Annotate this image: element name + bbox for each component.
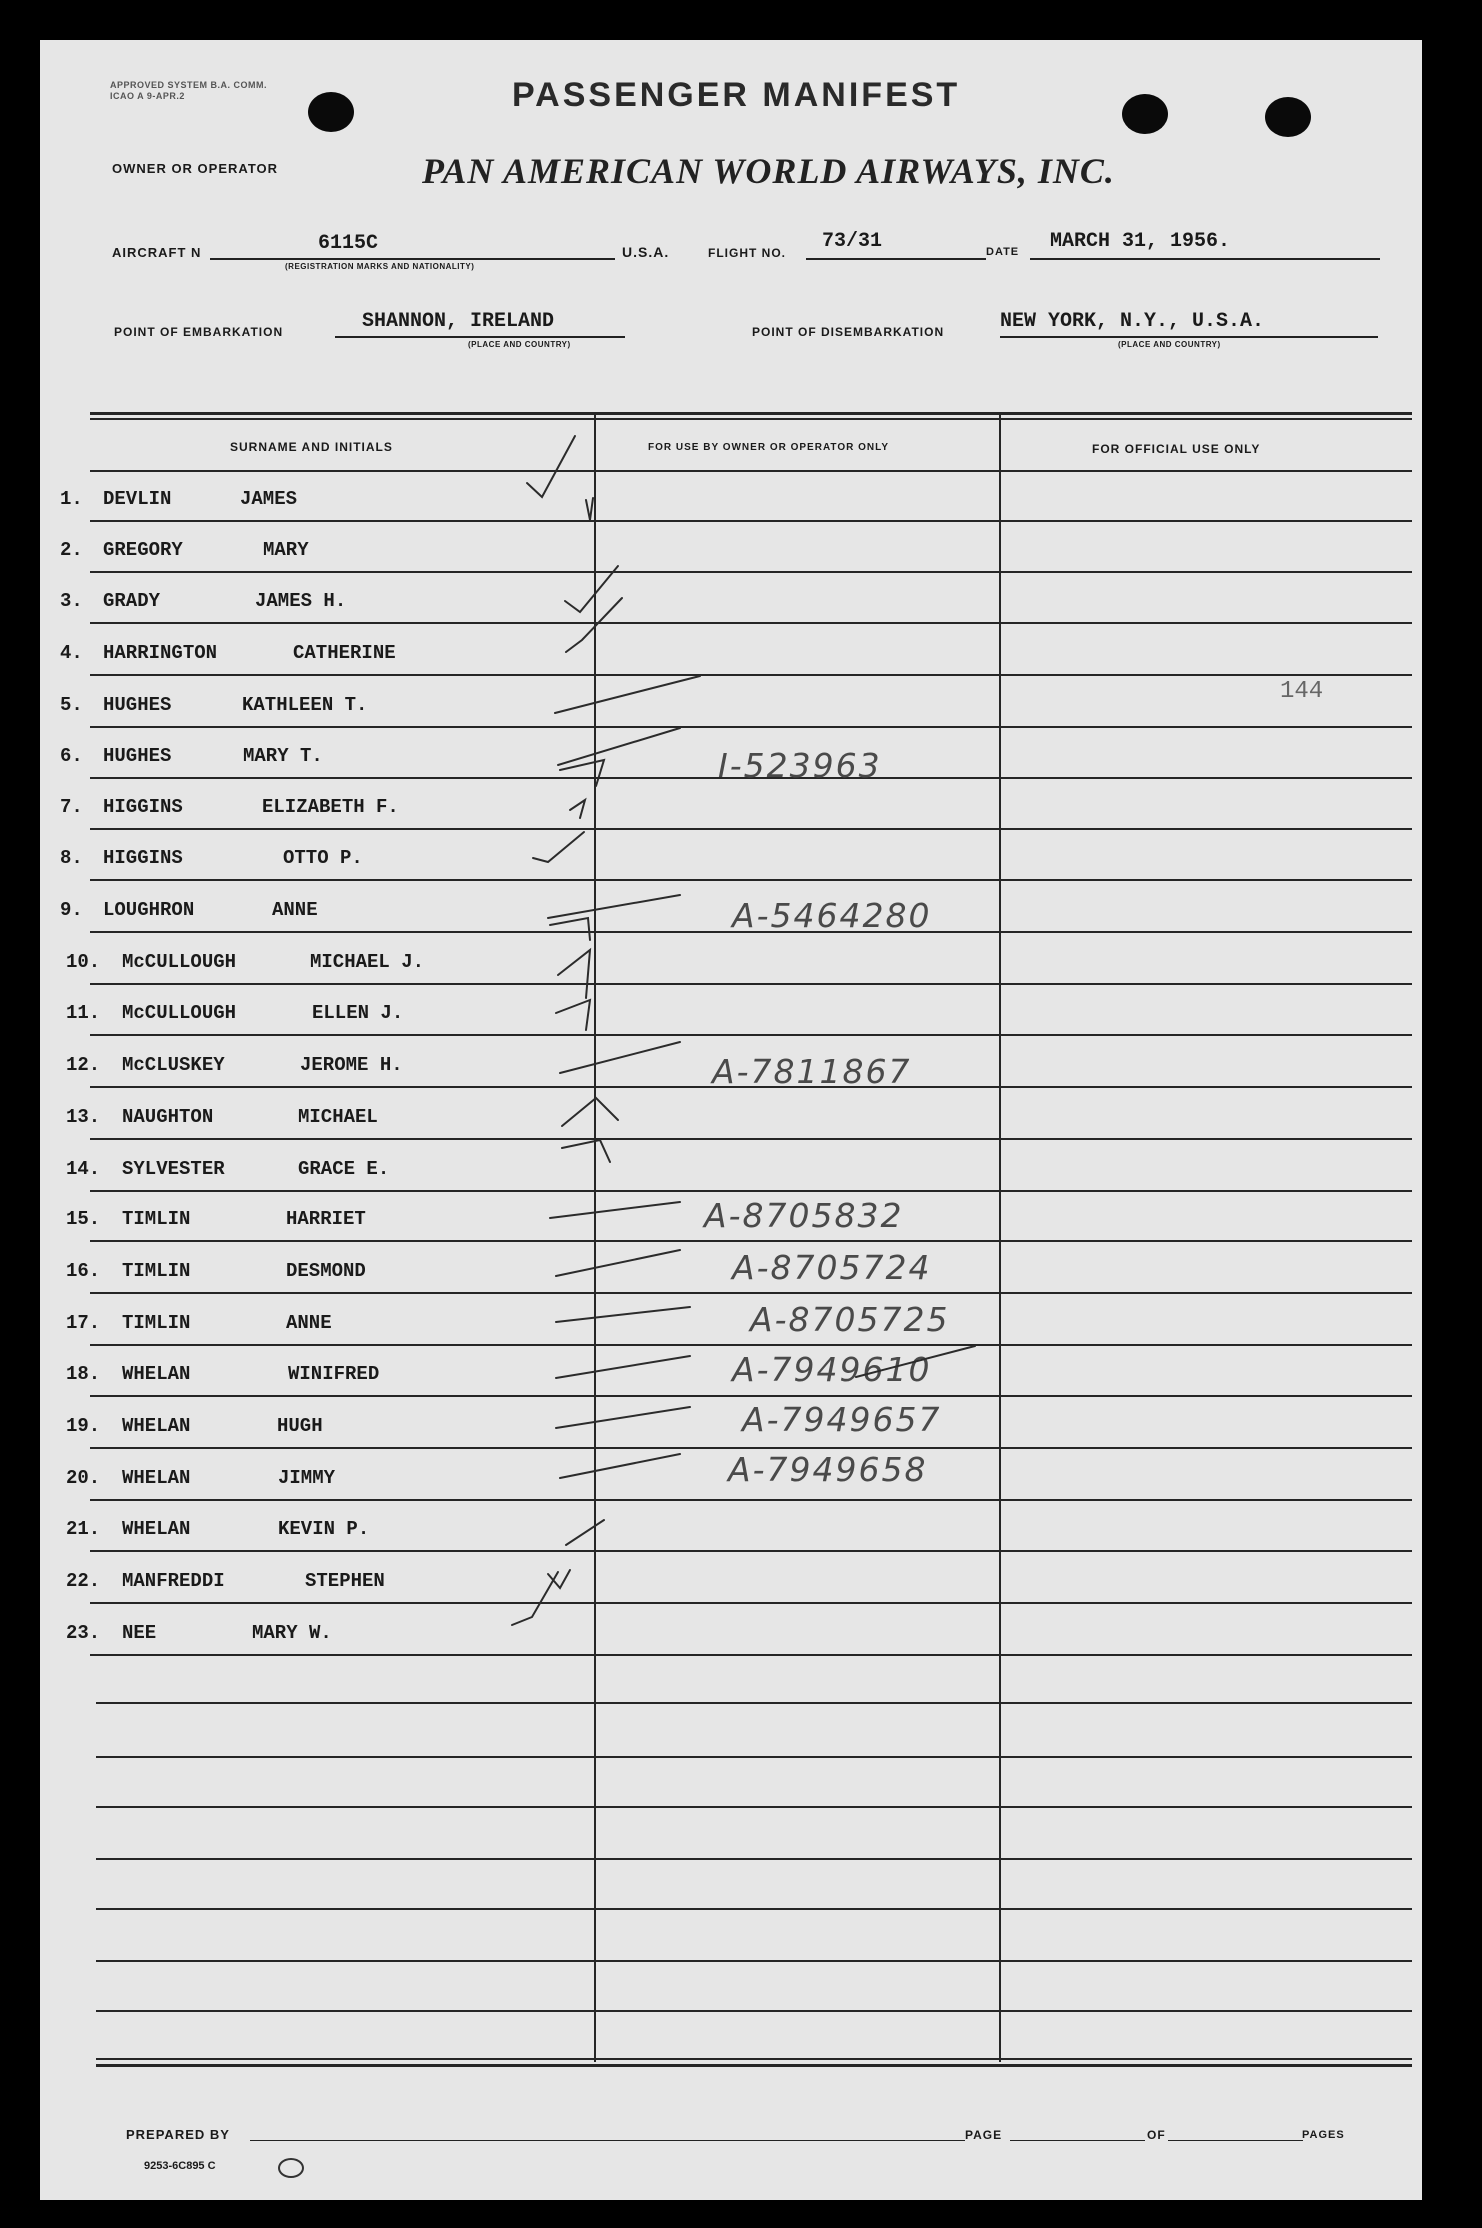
- passport-number-handwritten: A-7949658: [728, 1450, 928, 1489]
- passenger-surname: WHELAN: [122, 1518, 191, 1540]
- owner-value: PAN AMERICAN WORLD AIRWAYS, INC.: [422, 151, 1115, 191]
- passenger-given-name: MICHAEL J.: [310, 951, 425, 973]
- passenger-number: 11.: [66, 1002, 101, 1024]
- passenger-number: 5.: [60, 694, 83, 716]
- passenger-number: 2.: [60, 539, 83, 561]
- passenger-surname: GRADY: [103, 590, 161, 612]
- passenger-surname: McCULLOUGH: [122, 1002, 237, 1024]
- passport-number-handwritten: A-7949610: [732, 1350, 932, 1389]
- passenger-given-name: STEPHEN: [305, 1570, 385, 1592]
- usa-label: U.S.A.: [622, 244, 670, 260]
- col-header-owner-use: FOR USE BY OWNER OR OPERATOR ONLY: [648, 442, 889, 453]
- passenger-number: 3.: [60, 590, 83, 612]
- passenger-number: 10.: [66, 951, 101, 973]
- aircraft-value: 6115C: [318, 232, 379, 255]
- flight-label: FLIGHT NO.: [708, 246, 786, 260]
- passenger-given-name: JIMMY: [278, 1467, 336, 1489]
- passenger-given-name: MICHAEL: [298, 1106, 378, 1128]
- approval-stamp: APPROVED SYSTEM B.A. COMM. ICAO A 9-APR.2: [110, 80, 268, 101]
- passenger-surname: WHELAN: [122, 1415, 191, 1437]
- passenger-given-name: MARY T.: [243, 745, 323, 767]
- page-line: [1010, 2140, 1145, 2141]
- passenger-surname: HARRINGTON: [103, 642, 218, 664]
- passenger-given-name: ANNE: [286, 1312, 332, 1334]
- of-label: OF: [1147, 2128, 1166, 2142]
- pages-label: PAGES: [1302, 2129, 1345, 2141]
- passenger-number: 23.: [66, 1622, 101, 1644]
- embark-value: SHANNON, IRELAND: [362, 310, 555, 333]
- disembark-sublabel: (PLACE AND COUNTRY): [1118, 340, 1221, 349]
- of-line: [1168, 2140, 1303, 2141]
- passenger-number: 18.: [66, 1363, 101, 1385]
- passenger-surname: HUGHES: [103, 694, 172, 716]
- passenger-surname: HIGGINS: [103, 847, 183, 869]
- aircraft-sublabel: (REGISTRATION MARKS AND NATIONALITY): [285, 262, 475, 271]
- passenger-given-name: CATHERINE: [293, 642, 396, 664]
- passport-number-handwritten: I-523963: [718, 746, 882, 785]
- passenger-given-name: WINIFRED: [288, 1363, 380, 1385]
- passenger-given-name: ELIZABETH F.: [262, 796, 399, 818]
- passport-number-handwritten: A-8705724: [732, 1248, 932, 1287]
- passenger-number: 21.: [66, 1518, 101, 1540]
- disembark-label: POINT OF DISEMBARKATION: [752, 325, 945, 339]
- passenger-number: 15.: [66, 1208, 101, 1230]
- passenger-number: 14.: [66, 1158, 101, 1180]
- passenger-number: 8.: [60, 847, 83, 869]
- passenger-number: 12.: [66, 1054, 101, 1076]
- passenger-surname: NEE: [122, 1622, 157, 1644]
- passport-number-handwritten: A-8705725: [750, 1300, 950, 1339]
- passenger-given-name: GRACE E.: [298, 1158, 390, 1180]
- passenger-given-name: ELLEN J.: [312, 1002, 404, 1024]
- passenger-number: 4.: [60, 642, 83, 664]
- passenger-given-name: KEVIN P.: [278, 1518, 370, 1540]
- passenger-surname: SYLVESTER: [122, 1158, 225, 1180]
- passport-number-handwritten: A-7811867: [712, 1052, 912, 1091]
- passenger-given-name: JEROME H.: [300, 1054, 403, 1076]
- passenger-number: 19.: [66, 1415, 101, 1437]
- passenger-surname: WHELAN: [122, 1467, 191, 1489]
- passenger-surname: NAUGHTON: [122, 1106, 214, 1128]
- passenger-number: 17.: [66, 1312, 101, 1334]
- passenger-number: 13.: [66, 1106, 101, 1128]
- form-number: 9253-6C895 C: [144, 2160, 216, 2172]
- passenger-surname: HIGGINS: [103, 796, 183, 818]
- passenger-number: 7.: [60, 796, 83, 818]
- passenger-number: 1.: [60, 488, 83, 510]
- passenger-given-name: JAMES: [240, 488, 298, 510]
- prepared-by-line: [250, 2140, 965, 2141]
- page-label: PAGE: [965, 2128, 1003, 2142]
- passenger-surname: McCLUSKEY: [122, 1054, 225, 1076]
- passenger-surname: LOUGHRON: [103, 899, 195, 921]
- passenger-surname: TIMLIN: [122, 1208, 191, 1230]
- aircraft-label: AIRCRAFT N: [112, 245, 202, 260]
- date-value: MARCH 31, 1956.: [1050, 230, 1231, 253]
- passenger-surname: GREGORY: [103, 539, 183, 561]
- passenger-surname: DEVLIN: [103, 488, 172, 510]
- col-header-official-use: FOR OFFICIAL USE ONLY: [1092, 442, 1261, 456]
- passenger-surname: McCULLOUGH: [122, 951, 237, 973]
- passenger-given-name: KATHLEEN T.: [242, 694, 368, 716]
- embark-label: POINT OF EMBARKATION: [114, 325, 284, 339]
- passenger-given-name: DESMOND: [286, 1260, 366, 1282]
- passenger-given-name: MARY: [263, 539, 309, 561]
- passenger-surname: TIMLIN: [122, 1312, 191, 1334]
- passport-number-handwritten: A-8705832: [704, 1196, 904, 1235]
- passenger-surname: MANFREDDI: [122, 1570, 225, 1592]
- passenger-number: 20.: [66, 1467, 101, 1489]
- flight-value: 73/31: [822, 230, 883, 253]
- embark-sublabel: (PLACE AND COUNTRY): [468, 340, 571, 349]
- passenger-given-name: ANNE: [272, 899, 318, 921]
- owner-label: OWNER OR OPERATOR: [112, 161, 279, 176]
- passport-number-handwritten: A-5464280: [732, 896, 932, 935]
- date-label: DATE: [986, 246, 1020, 258]
- disembark-value: NEW YORK, N.Y., U.S.A.: [1000, 310, 1265, 333]
- passenger-surname: WHELAN: [122, 1363, 191, 1385]
- passenger-number: 9.: [60, 899, 83, 921]
- passenger-given-name: OTTO P.: [283, 847, 363, 869]
- col-header-names: SURNAME AND INITIALS: [230, 440, 393, 454]
- passenger-given-name: HUGH: [277, 1415, 323, 1437]
- passenger-number: 6.: [60, 745, 83, 767]
- page-title: PASSENGER MANIFEST: [512, 76, 961, 114]
- passenger-given-name: JAMES H.: [255, 590, 347, 612]
- passenger-surname: TIMLIN: [122, 1260, 191, 1282]
- prepared-by-label: PREPARED BY: [126, 2127, 230, 2142]
- passenger-surname: HUGHES: [103, 745, 172, 767]
- passport-number-handwritten: A-7949657: [742, 1400, 942, 1439]
- passenger-number: 16.: [66, 1260, 101, 1282]
- union-label-icon: [278, 2158, 304, 2178]
- passenger-given-name: MARY W.: [252, 1622, 332, 1644]
- passenger-given-name: HARRIET: [286, 1208, 366, 1230]
- passenger-number: 22.: [66, 1570, 101, 1592]
- official-note: 144: [1280, 678, 1324, 705]
